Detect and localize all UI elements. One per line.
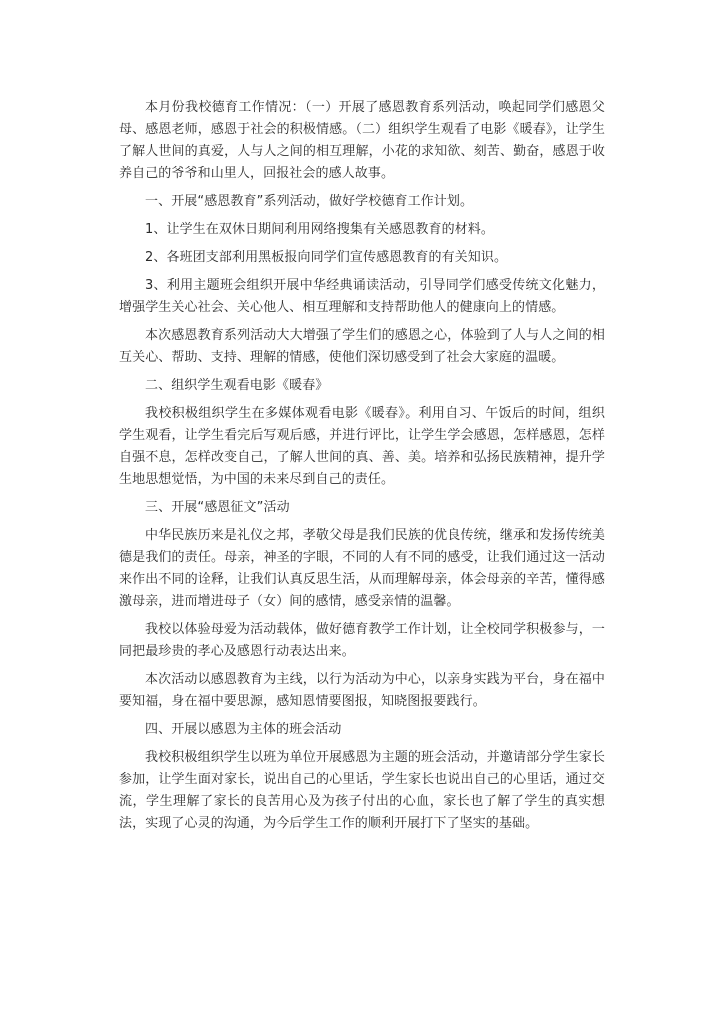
list-item-1: 1、让学生在双休日期间利用网络搜集有关感恩教育的材料。 bbox=[145, 222, 494, 237]
list-item-3: 3、利用主题班会组织开展中华经典诵读活动，引导同学们感受传统文化魅力，增强学生关心社会、关心他人、相互理解和支持帮助他人的健康向上的情感。 bbox=[119, 278, 605, 315]
gratitude-summary-paragraph: 本次活动以感恩教育为主线，以行为活动为中心，以亲身实践为平台，身在福中要知福，身在福中要思源，感知恩情要图报，知晓图报要践行。 bbox=[119, 672, 605, 709]
class-meeting-paragraph: 我校积极组织学生以班为单位开展感恩为主题的班会活动，并邀请部分学生家长参加，让学生面对家长，说出自己的心里话，学生家长也说出自己的心里话，通过交流，学生理解了家长的良苦用心及为孩子付出的心血，家长也了解了学生的真实想法，实现了心灵的沟通，为今后学生工作的顺利开展打下了坚实的基础。 bbox=[119, 750, 605, 831]
list-item-2: 2、各班团支部利用黑板报向同学们宣传感恩教育的有关知识。 bbox=[145, 250, 508, 265]
movie-paragraph: 我校积极组织学生在多媒体观看电影《暖春》。利用自习、午饭后的时间，组织学生观看，让学生看完后写观后感，并进行评比，让学生学会感恩，怎样感恩，怎样自强不息，怎样改变自己，了解人世间的真、善、美。培养和弘扬民族精神，提升学生地思想觉悟，为中国的未来尽到自己的责任。 bbox=[119, 406, 605, 487]
section-heading-1: 一、开展“感恩教育”系列活动，做好学校德育工作计划。 bbox=[145, 194, 474, 209]
mother-love-paragraph: 我校以体验母爱为活动载体，做好德育教学工作计划，让全校同学积极参与，一同把最珍贵的孝心及感恩行动表达出来。 bbox=[119, 622, 605, 659]
section-heading-4: 四、开展以感恩为主体的班会活动 bbox=[145, 722, 342, 737]
section-heading-3: 三、开展“感恩征文”活动 bbox=[145, 500, 290, 515]
section-heading-2: 二、组织学生观看电影《暖春》 bbox=[145, 378, 329, 393]
document-body bbox=[119, 97, 605, 841]
summary-paragraph-1: 本次感恩教育系列活动大大增强了学生们的感恩之心，体验到了人与人之间的相互关心、帮助、支持、理解的情感，使他们深切感受到了社会大家庭的温暖。 bbox=[119, 328, 605, 365]
essay-paragraph: 中华民族历来是礼仪之邦，孝敬父母是我们民族的优良传统，继承和发扬传统美德是我们的责任。母亲，神圣的字眼，不同的人有不同的感受，让我们通过这一活动来作出不同的诠释，让我们认真反思生活，从而理解母亲，体会母亲的辛苦，懂得感激母亲，进而增进母子（女）间的感情，感受亲情的温馨。 bbox=[119, 528, 605, 609]
intro-paragraph: 本月份我校德育工作情况：（一）开展了感恩教育系列活动，唤起同学们感恩父母、感恩老师，感恩于社会的积极情感。（二）组织学生观看了电影《暖春》，让学生了解人世间的真爱，人与人之间的相互理解，小花的求知欲、刻苦、勤奋，感恩于收养自己的爷爷和山里人，回报社会的感人故事。 bbox=[119, 100, 605, 181]
